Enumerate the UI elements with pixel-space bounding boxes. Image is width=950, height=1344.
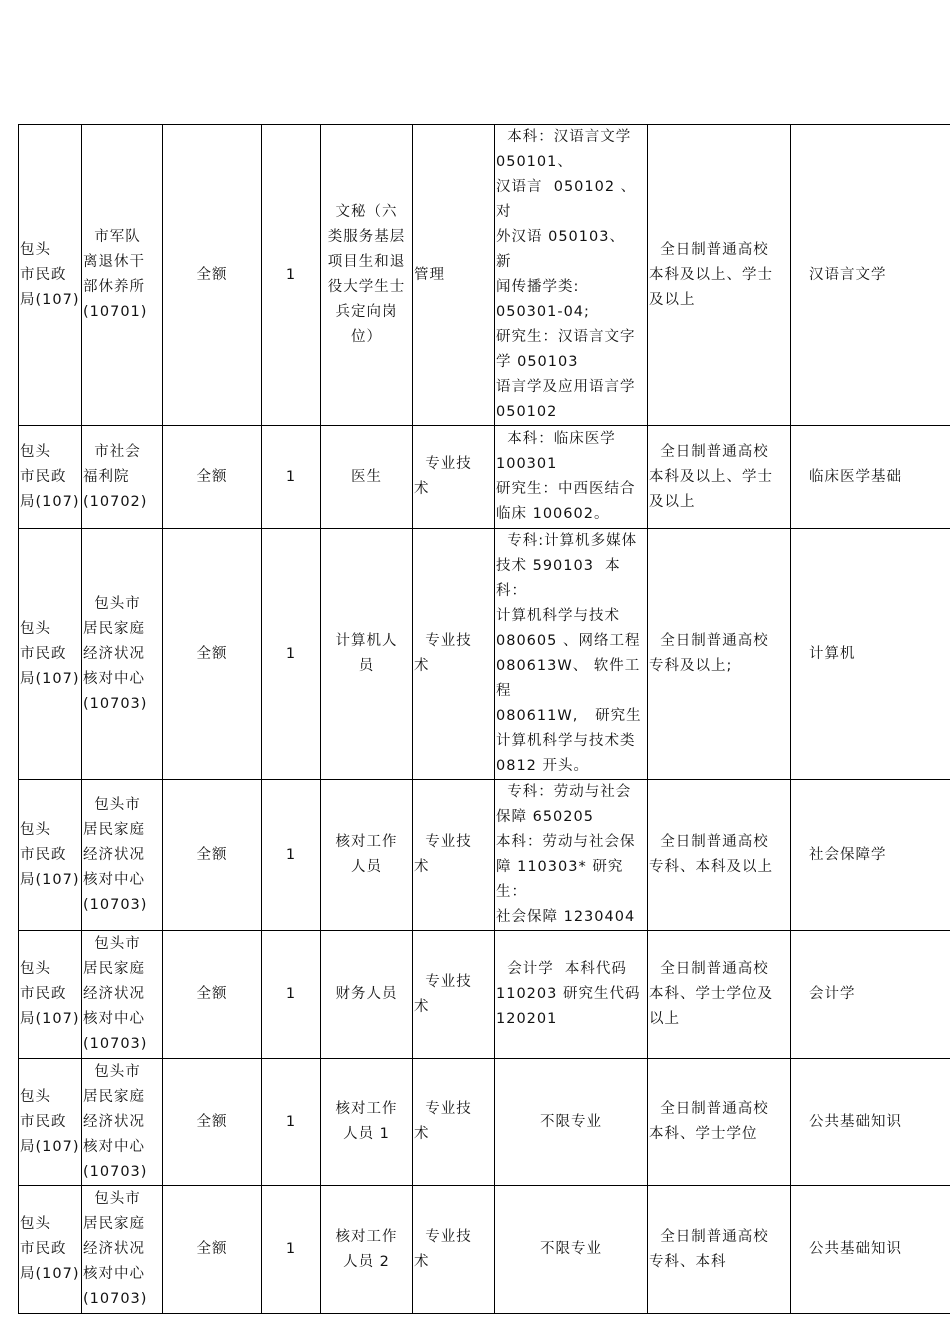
position-cell-text: 计算机人 员 [335, 633, 398, 674]
position-cell [321, 529, 413, 780]
table-row [19, 931, 950, 1059]
unit-cell [82, 1186, 163, 1314]
major-cell [495, 1186, 648, 1314]
major-cell-text: 专科:计算机多媒体 技术 590103 本科： 计算机科学与技术 080605 、网络工程 080613W、 软件工程 080611W, 研究生 计算机科学与技术类 0812 开头。 [496, 533, 642, 774]
count-cell [262, 780, 321, 931]
dept-cell-text: 包头 市民政 局(107) [20, 443, 80, 510]
major-cell-text: 专科：劳动与社会 保障 650205 本科：劳动与社会保 障 110303* 研究生： 社会保障 1230404 [496, 784, 636, 925]
major-cell [495, 529, 648, 780]
unit-cell-text: 包头市 居民家庭 经济状况 核对中心 (10703) [83, 1191, 148, 1307]
funding-cell-text: 全额 [196, 846, 228, 863]
dept-cell [19, 1186, 82, 1314]
count-cell-text: 1 [285, 1113, 297, 1130]
unit-cell-text: 包头市 居民家庭 经济状况 核对中心 (10703) [83, 936, 148, 1052]
position-cell [321, 1059, 413, 1186]
exam-cell-text: 计算机 [809, 645, 856, 662]
education-cell [648, 426, 791, 529]
category-cell-text: 专业技 术 [414, 633, 472, 674]
position-cell [321, 426, 413, 529]
count-cell-text: 1 [285, 986, 297, 1002]
category-cell [413, 931, 495, 1059]
table-row [19, 529, 950, 780]
unit-cell [82, 931, 163, 1059]
funding-cell-text: 全额 [196, 1113, 228, 1130]
exam-cell-text: 汉语言文学 [809, 266, 887, 283]
major-cell-text: 本科：汉语言文学 050101、 汉语言 050102 、对 外汉语 050103、 新 闻传播学类: 050301-04; 研究生：汉语言文字 学 050103 语言学及应用语言学 050102 [496, 129, 637, 420]
category-cell [413, 1059, 495, 1186]
table-row [19, 1186, 950, 1314]
table-row [19, 780, 950, 931]
position-cell-text: 文秘（六 类服务基层 项目生和退 役大学生士 兵定向岗 位） [327, 204, 406, 345]
funding-cell [163, 1059, 262, 1186]
count-cell-text: 1 [285, 846, 297, 863]
funding-cell-text: 全额 [196, 645, 228, 662]
funding-cell-text: 全额 [196, 266, 228, 283]
funding-cell-text: 全额 [196, 468, 228, 485]
category-cell [413, 529, 495, 780]
position-cell-text: 核对工作 人员 [335, 834, 398, 875]
category-cell-text: 专业技 术 [414, 456, 472, 497]
funding-cell [163, 426, 262, 529]
count-cell [262, 125, 321, 426]
position-cell-text: 核对工作 人员 1 [335, 1101, 398, 1142]
dept-cell [19, 125, 82, 426]
dept-cell-text: 包头 市民政 局(107) [20, 821, 80, 888]
major-cell [495, 780, 648, 931]
exam-cell [791, 780, 950, 931]
dept-cell [19, 529, 82, 780]
count-cell-text: 1 [285, 645, 297, 662]
unit-cell-text: 市社会 福利院 (10702) [83, 443, 148, 510]
category-cell-text: 专业技 术 [414, 834, 472, 875]
unit-cell [82, 1059, 163, 1186]
table-row [19, 125, 950, 426]
unit-cell [82, 125, 163, 426]
major-cell-text: 不限专业 [540, 1113, 602, 1130]
position-cell [321, 1186, 413, 1314]
major-cell-text: 不限专业 [540, 1241, 602, 1257]
category-cell [413, 780, 495, 931]
education-cell [648, 125, 791, 426]
position-cell-text: 医生 [351, 468, 382, 485]
dept-cell [19, 931, 82, 1059]
dept-cell-text: 包头 市民政 局(107) [20, 961, 80, 1027]
category-cell [413, 1186, 495, 1314]
funding-cell-text: 全额 [196, 986, 228, 1002]
exam-cell-text: 公共基础知识 [809, 1113, 902, 1130]
dept-cell-text: 包头 市民政 局(107) [20, 1088, 80, 1155]
education-cell-text: 全日制普通高校 本科、学士学位 [649, 1101, 769, 1142]
table-body [19, 125, 950, 1314]
funding-cell [163, 125, 262, 426]
count-cell-text: 1 [285, 1241, 297, 1257]
dept-cell-text: 包头 市民政 局(107) [20, 1216, 80, 1282]
recruitment-table [18, 124, 950, 1314]
major-cell-text: 会计学 本科代码 110203 研究生代码 120201 [496, 961, 641, 1027]
education-cell [648, 780, 791, 931]
position-cell [321, 931, 413, 1059]
major-cell-text: 本科：临床医学 100301 研究生：中西医结合 临床 100602。 [496, 431, 636, 522]
education-cell-text: 全日制普通高校 本科及以上、学士 及以上 [649, 443, 773, 510]
count-cell [262, 1186, 321, 1314]
education-cell [648, 1059, 791, 1186]
count-cell [262, 1059, 321, 1186]
position-cell-text: 财务人员 [335, 986, 398, 1002]
unit-cell [82, 780, 163, 931]
exam-cell [791, 1186, 950, 1314]
funding-cell [163, 529, 262, 780]
category-cell-text: 专业技 术 [414, 1228, 472, 1270]
count-cell [262, 529, 321, 780]
category-cell [413, 125, 495, 426]
exam-cell [791, 529, 950, 780]
position-cell-text: 核对工作 人员 2 [335, 1228, 398, 1270]
dept-cell [19, 780, 82, 931]
education-cell-text: 全日制普通高校 专科、本科及以上 [649, 834, 773, 875]
major-cell [495, 931, 648, 1059]
unit-cell-text: 市军队 离退休干 部休养所 (10701) [83, 229, 148, 320]
dept-cell-text: 包头 市民政 局(107) [20, 620, 80, 687]
dept-cell [19, 1059, 82, 1186]
unit-cell [82, 529, 163, 780]
education-cell-text: 全日制普通高校 专科及以上; [649, 633, 769, 674]
exam-cell-text: 临床医学基础 [809, 468, 902, 485]
dept-cell-text: 包头 市民政 局(107) [20, 241, 80, 308]
exam-cell [791, 426, 950, 529]
exam-cell [791, 125, 950, 426]
funding-cell [163, 780, 262, 931]
unit-cell [82, 426, 163, 529]
major-cell [495, 1059, 648, 1186]
unit-cell-text: 包头市 居民家庭 经济状况 核对中心 (10703) [83, 796, 148, 913]
exam-cell [791, 931, 950, 1059]
exam-cell-text: 社会保障学 [809, 846, 887, 863]
education-cell [648, 931, 791, 1059]
education-cell-text: 全日制普通高校 本科及以上、学士 及以上 [649, 241, 773, 308]
table-row [19, 426, 950, 529]
category-cell-text: 专业技 术 [414, 973, 472, 1015]
funding-cell-text: 全额 [196, 1241, 228, 1257]
category-cell-text: 专业技 术 [414, 1101, 472, 1142]
funding-cell [163, 1186, 262, 1314]
major-cell [495, 426, 648, 529]
education-cell-text: 全日制普通高校 本科、学士学位及 以上 [649, 961, 773, 1027]
dept-cell [19, 426, 82, 529]
exam-cell-text: 公共基础知识 [809, 1241, 902, 1257]
position-cell [321, 125, 413, 426]
exam-cell-text: 会计学 [809, 986, 856, 1002]
education-cell-text: 全日制普通高校 专科、本科 [649, 1228, 769, 1270]
exam-cell [791, 1059, 950, 1186]
funding-cell [163, 931, 262, 1059]
category-cell-text: 管理 [414, 266, 445, 283]
unit-cell-text: 包头市 居民家庭 经济状况 核对中心 (10703) [83, 1063, 148, 1180]
table-row [19, 1059, 950, 1186]
major-cell [495, 125, 648, 426]
count-cell [262, 931, 321, 1059]
count-cell-text: 1 [285, 468, 297, 485]
count-cell-text: 1 [285, 266, 297, 283]
education-cell [648, 1186, 791, 1314]
position-cell [321, 780, 413, 931]
count-cell [262, 426, 321, 529]
education-cell [648, 529, 791, 780]
category-cell [413, 426, 495, 529]
unit-cell-text: 包头市 居民家庭 经济状况 核对中心 (10703) [83, 595, 148, 712]
